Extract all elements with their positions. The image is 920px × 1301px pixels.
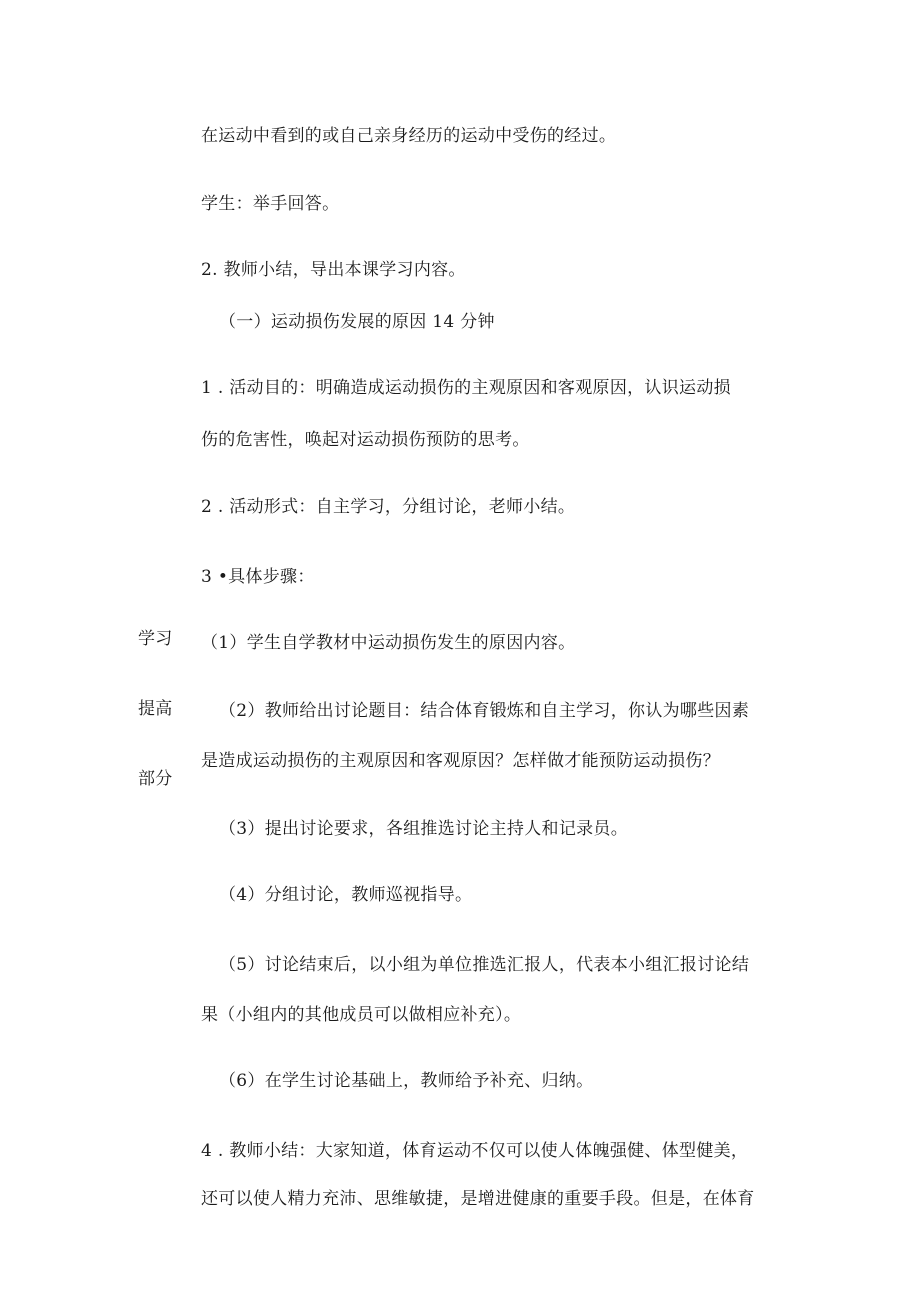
list-item: （5）讨论结束后，以小组为单位推选汇报人，代表本小组汇报讨论结 <box>219 955 750 975</box>
list-item: （1）学生自学教材中运动损伤发生的原因内容。 <box>201 633 576 653</box>
list-item: （6）在学生讨论基础上，教师给予补充、归纳。 <box>219 1071 594 1091</box>
text-line: 还可以使人精力充沛、思维敏捷，是增进健康的重要手段。但是，在体育 <box>201 1189 755 1209</box>
text-line: 伤的危害性，唤起对运动损伤预防的思考。 <box>201 430 530 450</box>
text-line: 2. 教师小结，导出本课学习内容。 <box>201 260 466 280</box>
text-line: 果（小组内的其他成员可以做相应补充）。 <box>201 1005 522 1025</box>
sidebar-label-part: 部分 <box>138 769 173 789</box>
text-line: 在运动中看到的或自己亲身经历的运动中受伤的经过。 <box>201 126 617 146</box>
text-line: 4 . 教师小结：大家知道，体育运动不仅可以使人体魄强健、体型健美， <box>201 1141 749 1161</box>
text-line: 学生：举手回答。 <box>201 194 340 214</box>
text-line: 3 •具体步骤： <box>201 567 315 587</box>
sidebar-label-study: 学习 <box>138 629 173 649</box>
text-line: 2 . 活动形式：自主学习，分组讨论，老师小结。 <box>201 497 576 517</box>
sidebar-label-improve: 提高 <box>138 699 173 719</box>
text-line: 是造成运动损伤的主观原因和客观原因？怎样做才能预防运动损伤？ <box>201 751 720 771</box>
text-line: 1 . 活动目的：明确造成运动损伤的主观原因和客观原因，认识运动损 <box>201 378 731 398</box>
list-item: （2）教师给出讨论题目：结合体育锻炼和自主学习，你认为哪些因素 <box>219 701 750 721</box>
list-item: （4）分组讨论，教师巡视指导。 <box>219 885 473 905</box>
section-heading: （一）运动损伤发展的原因 14 分钟 <box>219 312 495 332</box>
list-item: （3）提出讨论要求，各组推选讨论主持人和记录员。 <box>219 819 629 839</box>
